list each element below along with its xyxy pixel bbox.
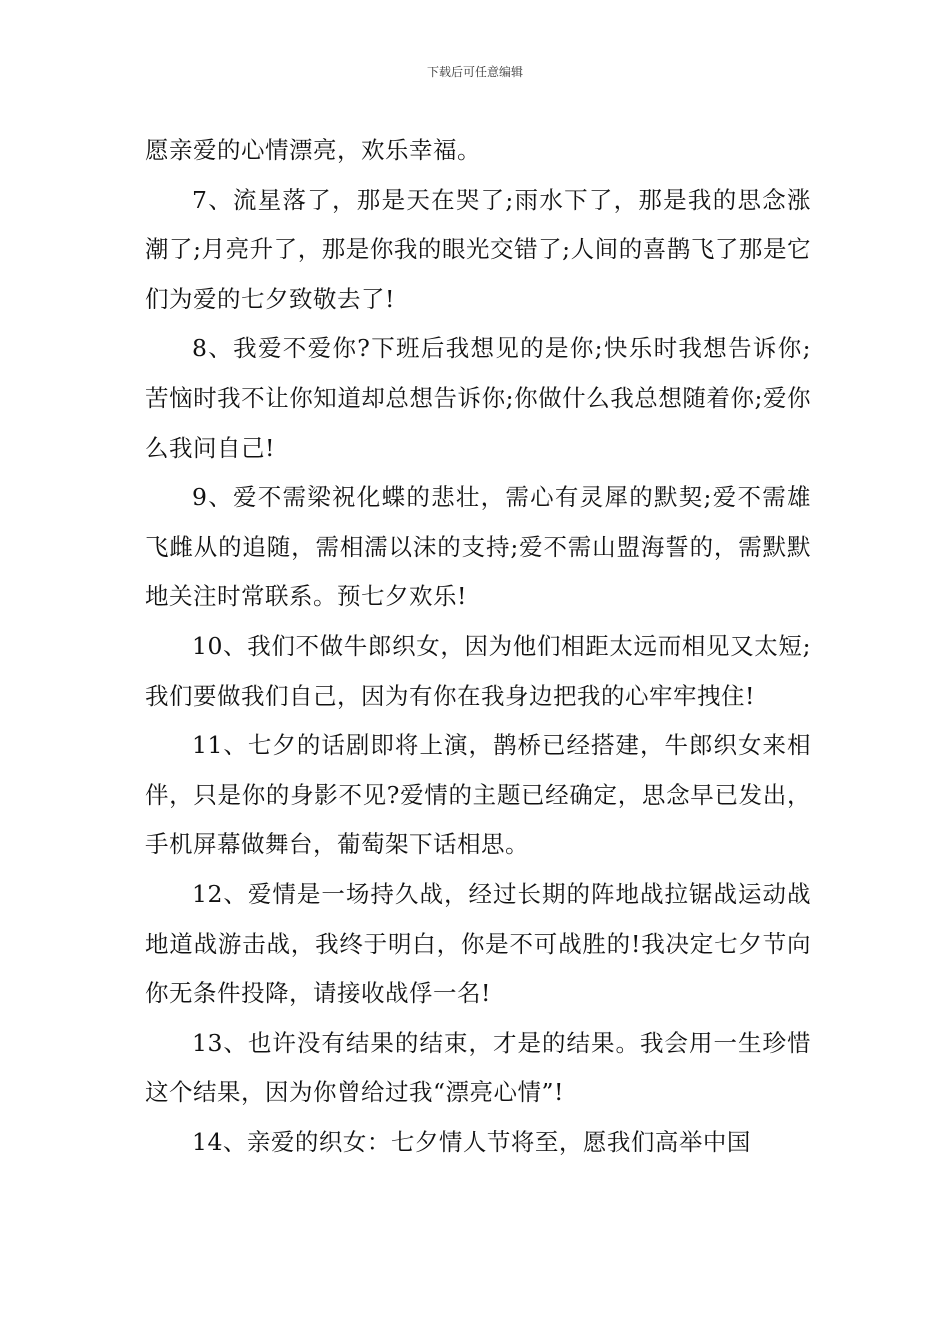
paragraph-item-13: 13、也许没有结果的结束，才是的结果。我会用一生珍惜这个结果，因为你曾给过我“漂亮心情”!: [145, 1028, 811, 1107]
paragraph-item-14: 14、亲爱的织女：七夕情人节将至，愿我们高举中国: [192, 1127, 751, 1156]
paragraph-item-9: 9、爱不需梁祝化蝶的悲壮，需心有灵犀的默契;爱不需雄飞雌从的追随，需相濡以沫的支持;爱不需山盟海誓的，需默默地关注时常联系。预七夕欢乐!: [145, 483, 811, 611]
paragraph-item-12: 12、爱情是一场持久战，经过长期的阵地战拉锯战运动战地道战游击战，我终于明白，你是不可战胜的!我决定七夕节向你无条件投降，请接收战俘一名!: [145, 879, 811, 1008]
paragraph-item-8: 8、我爱不爱你?下班后我想见的是你;快乐时我想告诉你;苦恼时我不让你知道却总想告诉你;你做什么我总想随着你;爱你么我问自己!: [145, 334, 811, 462]
paragraph-item-11: 11、七夕的话剧即将上演，鹊桥已经搭建，牛郎织女来相伴，只是你的身影不见?爱情的主题已经确定，思念早已发出，手机屏幕做舞台，葡萄架下话相思。: [145, 731, 811, 859]
page-header: 下载后可任意编辑: [426, 65, 523, 79]
paragraph-item-7: 7、流星落了，那是天在哭了;雨水下了，那是我的思念涨潮了;月亮升了，那是你我的眼光交错了;人间的喜鹊飞了那是它们为爱的七夕致敬去了!: [145, 185, 811, 313]
document-body: [145, 126, 811, 1167]
paragraph-continuation: 愿亲爱的心情漂亮，欢乐幸福。: [145, 136, 481, 164]
paragraph-item-10: 10、我们不做牛郎织女，因为他们相距太远而相见又太短;我们要做我们自己，因为有你在我身边把我的心牢牢拽住!: [145, 631, 811, 710]
